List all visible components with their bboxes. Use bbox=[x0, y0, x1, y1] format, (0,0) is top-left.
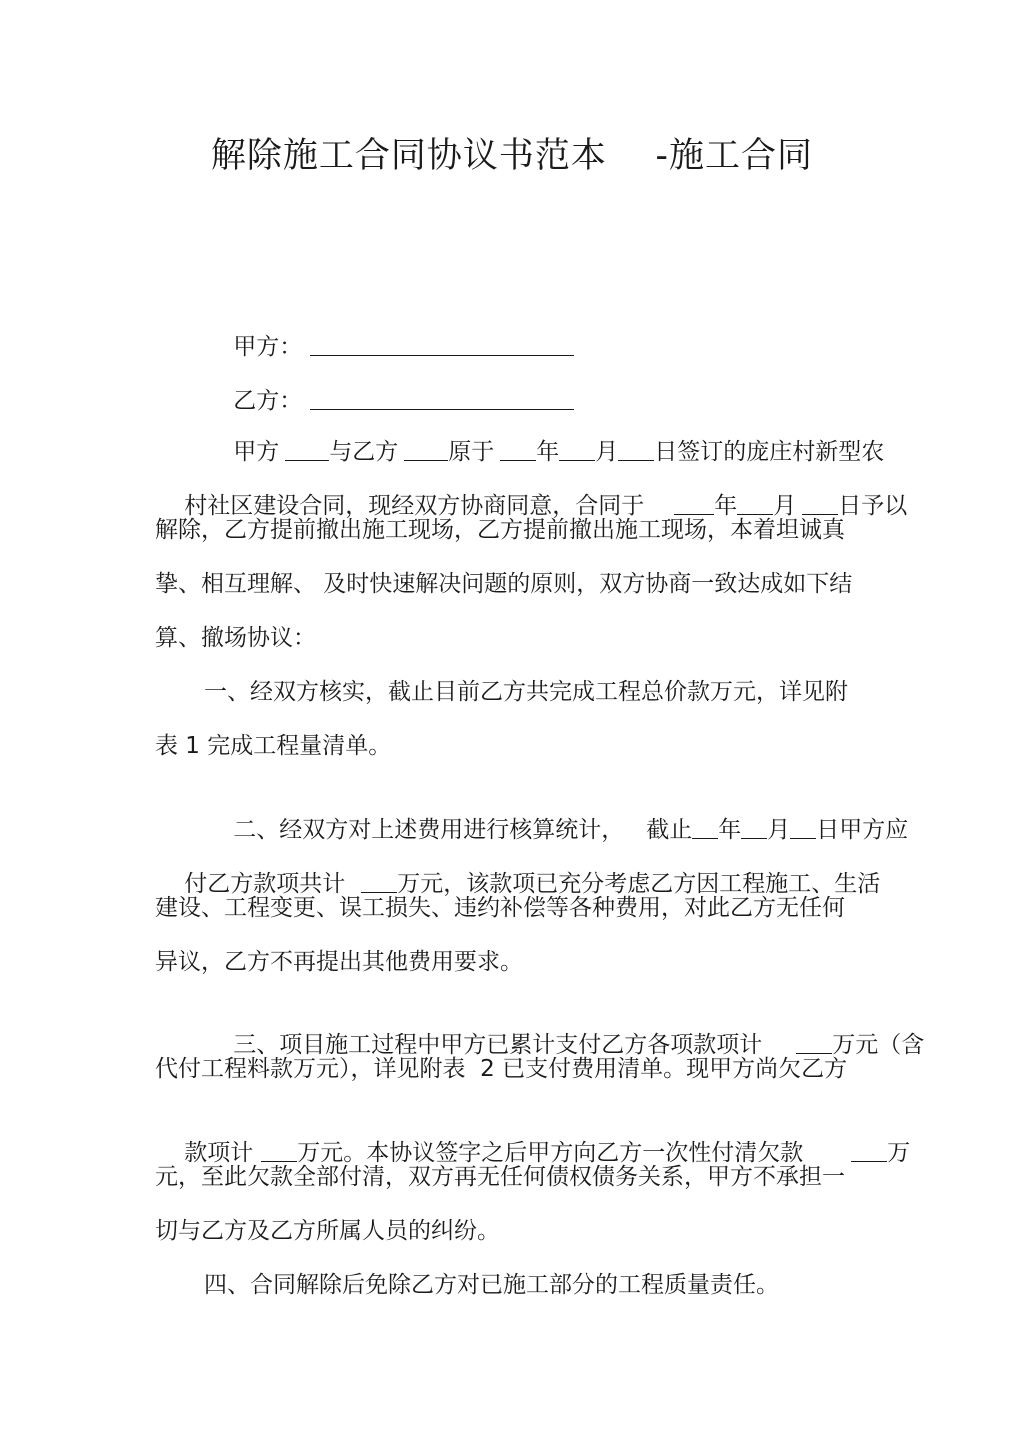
blank bbox=[737, 494, 773, 515]
clause-text: 截止 bbox=[646, 817, 693, 843]
intro-line-3: 解除，乙方提前撤出施工现场，乙方提前撤出施工现场，本着坦诚真 bbox=[155, 517, 845, 543]
party-a-blank bbox=[310, 335, 574, 356]
intro-text: 月 bbox=[595, 439, 619, 465]
intro-text: 原于 bbox=[448, 439, 495, 465]
blank bbox=[796, 1033, 832, 1054]
clause-1-line-2: 表 1 完成工程量清单。 bbox=[155, 733, 392, 759]
intro-text: 年 bbox=[714, 493, 738, 519]
clause-text: 款项计 bbox=[184, 1140, 254, 1166]
clause-1-line-1: 一、经双方核实，截止目前乙方共完成工程总价款万元，详见附 bbox=[204, 679, 848, 705]
blank bbox=[404, 440, 448, 461]
clause-text: 二、经双方对上述费用进行核算统计， bbox=[233, 817, 625, 843]
blank bbox=[851, 1141, 887, 1162]
clause-3-line-2: 代付工程料款万元），详见附表 2 已支付费用清单。现甲方尚欠乙方 bbox=[155, 1056, 848, 1082]
clause-3-line-5: 切与乙方及乙方所属人员的纠纷。 bbox=[155, 1218, 500, 1244]
intro-line-4: 挚、相互理解、 及时快速解决问题的原则，双方协商一致达成如下结 bbox=[155, 571, 853, 597]
blank bbox=[741, 818, 767, 839]
clause-2-line-3: 建设、工程变更、误工损失、违约补偿等各种费用，对此乙方无任何 bbox=[155, 895, 845, 921]
intro-text: 月 bbox=[773, 493, 797, 519]
clause-text: 日甲方应 bbox=[816, 817, 909, 843]
clause-text: 万元（含 bbox=[832, 1032, 925, 1058]
intro-text: 村社区建设合同，现经双方协商同意，合同于 bbox=[184, 493, 645, 519]
clause-text: 万元，该款项已充分考虑乙方因工程施工、生活 bbox=[397, 871, 881, 897]
intro-text: 与乙方 bbox=[329, 439, 399, 465]
clause-text: 万 bbox=[887, 1140, 911, 1166]
blank bbox=[361, 872, 397, 893]
clause-2-line-4: 异议，乙方不再提出其他费用要求。 bbox=[155, 949, 523, 975]
party-b-label: 乙方： bbox=[233, 388, 303, 414]
blank bbox=[559, 440, 595, 461]
clause-3-line-4: 元，至此欠款全部付清，双方再无任何债权债务关系，甲方不承担一 bbox=[155, 1164, 845, 1190]
clause-4-line-1: 四、合同解除后免除乙方对已施工部分的工程质量责任。 bbox=[204, 1272, 779, 1298]
clause-text: 万元。本协议签字之后甲方向乙方一次性付清欠款 bbox=[297, 1140, 804, 1166]
clause-text: 月 bbox=[767, 817, 791, 843]
blank bbox=[261, 1141, 297, 1162]
blank bbox=[674, 494, 714, 515]
blank bbox=[692, 818, 718, 839]
intro-line-5: 算、撤场协议： bbox=[155, 625, 316, 651]
clause-text: 付乙方款项共计 bbox=[184, 871, 346, 897]
intro-text: 日予以 bbox=[838, 493, 908, 519]
document-title: 解除施工合同协议书范本 -施工合同 bbox=[210, 136, 814, 176]
party-a-label: 甲方： bbox=[233, 334, 303, 360]
blank bbox=[618, 440, 654, 461]
intro-text: 甲方 bbox=[233, 439, 280, 465]
blank bbox=[500, 440, 536, 461]
intro-text: 年 bbox=[536, 439, 560, 465]
clause-text: 年 bbox=[718, 817, 742, 843]
clause-text: 三、项目施工过程中甲方已累计支付乙方各项款项计 bbox=[233, 1032, 763, 1058]
blank bbox=[790, 818, 816, 839]
intro-text: 日签订的庞庄村新型农 bbox=[654, 439, 885, 465]
blank bbox=[802, 494, 838, 515]
blank bbox=[285, 440, 329, 461]
